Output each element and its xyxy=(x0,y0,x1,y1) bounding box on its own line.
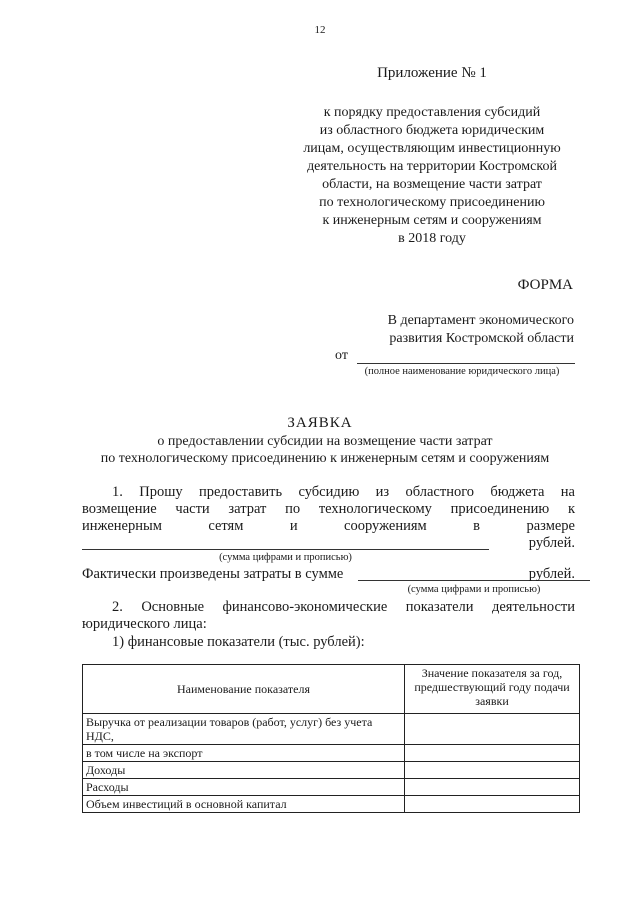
indicator-value-cell[interactable] xyxy=(405,762,580,779)
annex-line: деятельность на территории Костромской xyxy=(307,159,557,174)
indicator-name: Расходы xyxy=(83,779,405,796)
table-header-row xyxy=(83,665,580,714)
addressee-block xyxy=(350,312,574,348)
addressee-line: развития Костромской области xyxy=(389,331,574,346)
actual-costs-field[interactable] xyxy=(82,566,575,584)
from-blank-line xyxy=(357,363,575,364)
amount-caption: (сумма цифрами и прописью) xyxy=(219,552,352,563)
from-field[interactable] xyxy=(335,348,575,366)
actual-costs-caption: (сумма цифрами и прописью) xyxy=(407,584,541,595)
paragraph-3: 1) финансовые показатели (тыс. рублей): xyxy=(112,634,365,650)
header-indicator-name: Наименование показателя xyxy=(83,665,405,714)
annex-line: в 2018 году xyxy=(398,231,466,246)
paragraph-line: 1. Прошу предоставить субсидию из областного бюджета на xyxy=(112,484,575,500)
form-label: ФОРМА xyxy=(517,277,573,293)
subtitle-line: по технологическому присоединению к инженерным сетям и сооружениям xyxy=(100,451,550,466)
application-title: ЗАЯВКА xyxy=(287,415,353,431)
application-subtitle xyxy=(70,433,580,467)
paragraph-1 xyxy=(82,484,575,535)
table-row xyxy=(83,779,580,796)
paragraph-line: юридического лица: xyxy=(82,616,207,632)
header-indicator-value: Значение показателя за год, предшествующий году подачи заявки xyxy=(405,665,580,714)
amount-blank-line xyxy=(82,549,489,550)
paragraph-line: возмещение части затрат по технологическому присоединению к xyxy=(82,501,575,517)
financial-indicators-table xyxy=(82,664,580,813)
indicator-value-cell[interactable] xyxy=(405,779,580,796)
amount-unit: рублей. xyxy=(528,535,575,551)
indicator-value-cell[interactable] xyxy=(405,796,580,813)
indicator-value-cell[interactable] xyxy=(405,745,580,762)
paragraph-2 xyxy=(82,599,575,633)
from-caption: (полное наименование юридического лица) xyxy=(364,366,560,377)
indicator-value-cell[interactable] xyxy=(405,714,580,745)
annex-line: к инженерным сетям и сооружениям xyxy=(322,213,542,228)
indicator-name: Доходы xyxy=(83,762,405,779)
annex-line: по технологическому присоединению xyxy=(319,195,545,210)
annex-text xyxy=(300,104,564,248)
annex-line: к порядку предоставления субсидий xyxy=(323,105,541,120)
paragraph-line: 2. Основные финансово-экономические показатели деятельности xyxy=(112,599,575,615)
actual-costs-label: Фактически произведены затраты в сумме xyxy=(82,566,344,582)
table-row xyxy=(83,762,580,779)
annex-title: Приложение № 1 xyxy=(377,65,487,81)
addressee-line: В департамент экономического xyxy=(387,313,574,328)
subtitle-line: о предоставлении субсидии на возмещение части затрат xyxy=(157,434,493,449)
table-row xyxy=(83,796,580,813)
from-label: от xyxy=(335,348,348,363)
page-number: 12 xyxy=(314,24,326,36)
indicator-name: в том числе на экспорт xyxy=(83,745,405,762)
indicator-name: Выручка от реализации товаров (работ, услуг) без учета НДС, xyxy=(83,714,405,745)
table-row xyxy=(83,714,580,745)
annex-line: лицам, осуществляющим инвестиционную xyxy=(303,141,561,156)
indicator-name: Объем инвестиций в основной капитал xyxy=(83,796,405,813)
subsidy-amount-field[interactable] xyxy=(82,535,575,553)
annex-line: области, на возмещение части затрат xyxy=(322,177,542,192)
annex-line: из областного бюджета юридическим xyxy=(319,123,545,138)
paragraph-line: инженерным сетям и сооружениям в размере xyxy=(82,518,575,534)
table-row xyxy=(83,745,580,762)
actual-costs-unit: рублей. xyxy=(528,566,575,582)
